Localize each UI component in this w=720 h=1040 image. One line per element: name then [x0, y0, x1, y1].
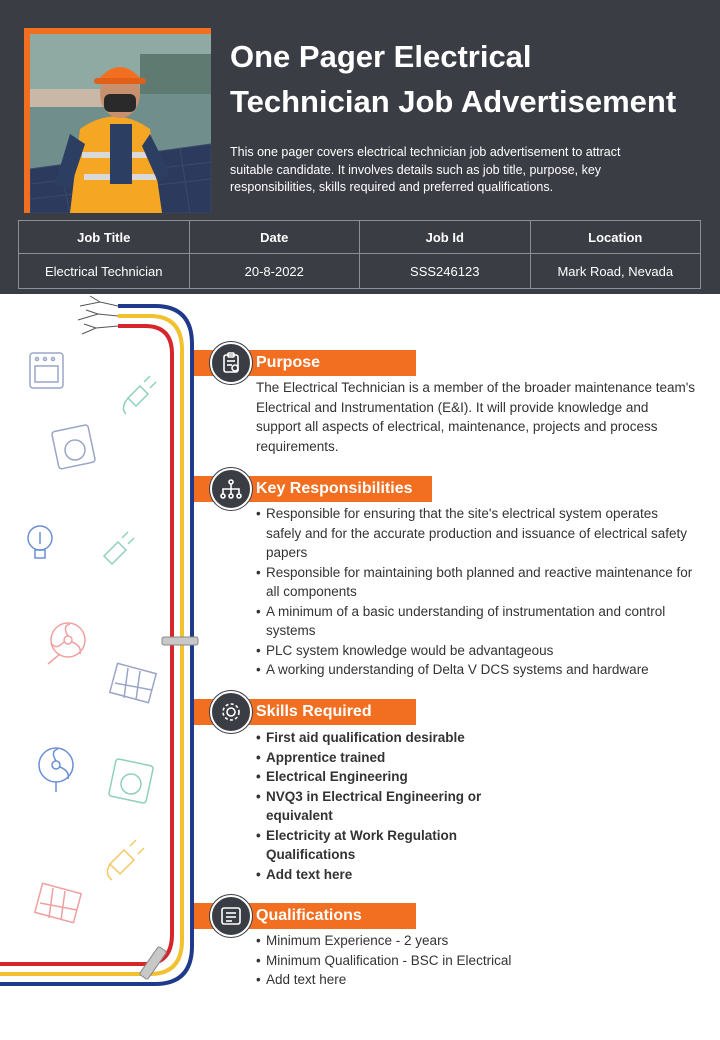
list-item: • Electricity at Work Regulation Qualifications: [256, 826, 486, 865]
list-item: • Apprentice trained: [256, 748, 486, 768]
cell-job-title: Electrical Technician: [19, 254, 190, 289]
list-item: • Responsible for ensuring that the site's electrical system operates safely and for the accurate production and issuance of electrical safety papers: [256, 504, 696, 563]
page-description: This one pager covers electrical technician job advertisement to attract suitable candidate. It involves details such as job title, purpose, key responsibilities, skills required and preferred qualifications.: [230, 145, 621, 194]
responsibilities-heading: Key Responsibilities: [194, 476, 432, 502]
qualifications-list-block: [256, 931, 696, 990]
header-job-id: Job Id: [360, 221, 531, 254]
fan-icon-2: [39, 748, 73, 792]
qualifications-heading: Qualifications: [194, 903, 416, 929]
list-item: • Responsible for maintaining both planned and reactive maintenance for all components: [256, 563, 696, 602]
cell-location: Mark Road, Nevada: [530, 254, 701, 289]
skills-list-block: [256, 728, 486, 884]
qualifications-list: [256, 931, 696, 990]
solar-panel-icon-2: [35, 883, 81, 922]
list-item: • A working understanding of Delta V DCS systems and hardware: [256, 660, 696, 680]
oven-icon: [30, 353, 63, 388]
list-item: • Add text here: [256, 970, 696, 990]
cell-date: 20-8-2022: [189, 254, 360, 289]
gear-icon: [210, 691, 252, 733]
header-job-title: Job Title: [19, 221, 190, 254]
page-title: [230, 34, 700, 124]
skills-list: [256, 728, 486, 884]
cell-job-id: SSS246123: [360, 254, 531, 289]
responsibilities-list-block: [256, 504, 696, 680]
plug-icon-3: [107, 840, 144, 880]
responsibilities-list: [256, 504, 696, 680]
title-line-1: One Pager Electrical: [230, 39, 532, 74]
title-line-2: Technician Job Advertisement: [230, 84, 677, 119]
list-item: • Minimum Qualification - BSC in Electrical: [256, 951, 696, 971]
solar-panel-icon: [110, 663, 156, 702]
list-item: • Electrical Engineering: [256, 767, 486, 787]
list-item: • Add text here: [256, 865, 486, 885]
header-location: Location: [530, 221, 701, 254]
purpose-text-block: [256, 378, 696, 456]
plug-icon-2: [104, 532, 134, 564]
document-list-icon: [210, 895, 252, 937]
list-item: • First aid qualification desirable: [256, 728, 486, 748]
plug-icon: [123, 376, 156, 414]
header-date: Date: [189, 221, 360, 254]
list-item: • PLC system knowledge would be advantageous: [256, 641, 696, 661]
purpose-heading: Purpose: [194, 350, 416, 376]
washing-machine-icon: [51, 424, 95, 469]
skills-heading: Skills Required: [194, 699, 416, 725]
network-icon: [210, 468, 252, 510]
list-item: • NVQ3 in Electrical Engineering or equivalent: [256, 787, 486, 826]
list-item: • A minimum of a basic understanding of instrumentation and control systems: [256, 602, 696, 641]
purpose-text: The Electrical Technician is a member of the broader maintenance team's Electrical and Instrumentation (E&I). It will provide knowledge and support all aspects of electrical, maintenance, projects and process requirements.: [256, 380, 696, 454]
background-icons: [0, 0, 190, 1040]
clipboard-icon: [210, 342, 252, 384]
list-item: • Minimum Experience - 2 years: [256, 931, 696, 951]
light-bulb-icon: [28, 526, 52, 558]
washing-machine-icon-2: [108, 758, 153, 803]
fan-icon: [48, 623, 85, 664]
